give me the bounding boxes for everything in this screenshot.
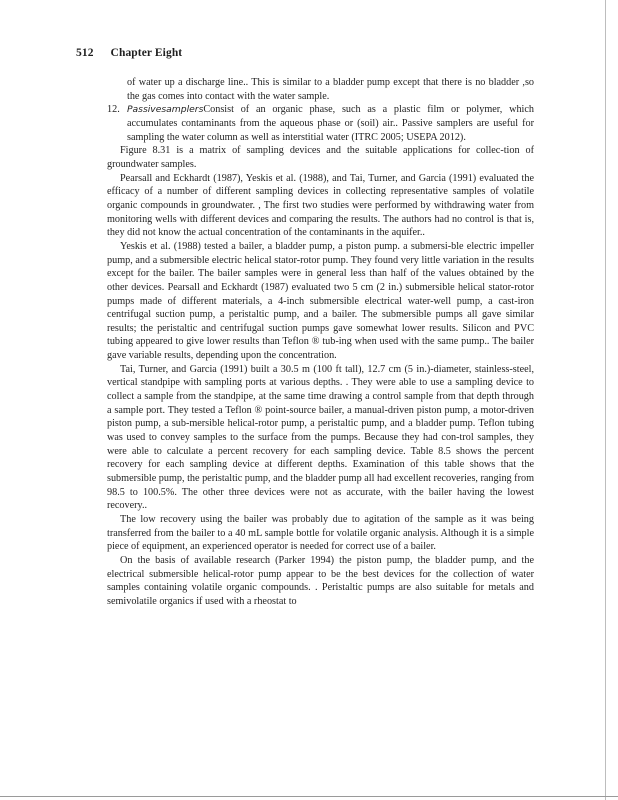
running-header xyxy=(76,47,182,59)
body-paragraph: Yeskis et al. (1988) tested a bailer, a bladder pump, a piston pump. a submersi-ble electric impeller pump, and a submersible electric helical stator-rotor pump. They found very little variation in the results except for the bailer. The bailer samples were in general less than half of the values obtained by the other devices. Pearsall and Eckhardt (1987) evaluated two 5 cm (2 in.) submersible helical stator-rotor pumps made of different materials, a 4-inch submersible electrical water-well pump, a cast-iron centrifugal suction pump, a peristaltic pump, and a bailer. The submersible pumps all gave similar results; the peristaltic and centrifugal suction pumps gave somewhat lower results. Silicon and PVC tubing appeared to give lower results than Teflon ® tub-ing when used with the same pump.. The bailer gave variable results, depending upon the concentration. xyxy=(107,240,534,362)
body-paragraph: Pearsall and Eckhardt (1987), Yeskis et al. (1988), and Tai, Turner, and Garcia (1991) evaluated the efficacy of a number of different sampling devices in collecting representative samples of volatile organic compounds in groundwater. , The first two studies were performed by withdrawing water from monitoring wells with different devices and comparing the results. The authors had no control is that is, they did not know the actual concentration of the contaminants in the aquifer.. xyxy=(107,172,534,239)
page-edge-right xyxy=(605,0,606,800)
list-item-term: Passivesamplers xyxy=(127,104,204,116)
page-edge-bottom xyxy=(0,796,618,797)
body-paragraph: On the basis of available research (Parker 1994) the piston pump, the bladder pump, and the electrical submersible helical-rotor pump appear to be the best devices for the collection of water samples containing volatile organic compounds. . Peristaltic pumps are also suitable for metals and semivolatile organics if used with a rheostat to xyxy=(107,554,534,607)
body-paragraph: The low recovery using the bailer was probably due to agitation of the sample as it was being transferred from the bailer to a 40 mL sample bottle for volatile organic analysis. Although it is a simple piece of equipment, an experienced operator is needed for correct use of a bailer. xyxy=(107,514,534,553)
list-item-12 xyxy=(107,103,534,144)
continuation-paragraph: of water up a discharge line.. This is similar to a bladder pump except that there is no bladder ,so the gas comes into contact with the water sample. xyxy=(127,77,534,102)
list-item-number: 12. xyxy=(107,104,120,116)
list-item-text: Consist of an organic phase, such as a plastic film or polymer, which accumulates contaminants from the aqueous phase or (soil) air.. Passive samplers are useful for sampling the water column as well as interstitial water (ITRC 2005; USEPA 2012). xyxy=(127,104,534,143)
body-paragraph: Tai, Turner, and Garcia (1991) built a 30.5 m (100 ft tall), 12.7 cm (5 in.)-diameter, stainless-steel, vertical standpipe with sampling ports at various depths. . They were able to use a sampling device to collect a sample from the standpipe, at the same time drawing a control sample from that depth through a sample port. They tested a Teflon ® point-source bailer, a manual-driven piston pump, a motor-driven piston pump, a sub-mersible helical-rotor pump, a peristaltic pump, and a bladder pump. Teflon tubing was used to convey samples to the surface from the pumps. Because they had con-trol samples, they were able to calculate a percent recovery for each sampling device. Table 8.5 shows the percent recovery for each sampling device at different depths. Examination of this table shows that the submersible pump, the peristaltic pump, and the bladder pump all had excellent recoveries, ranging from 98.5 to 100.5%. The other three devices were not as accurate, with the bailer having the lowest recovery.. xyxy=(107,363,534,512)
page-number: 512 xyxy=(76,47,94,59)
body-paragraph: Figure 8.31 is a matrix of sampling devices and the suitable applications for collec-tion of groundwater samples. xyxy=(107,145,534,170)
chapter-title: Chapter Eight xyxy=(110,47,183,59)
page-body xyxy=(107,76,534,609)
